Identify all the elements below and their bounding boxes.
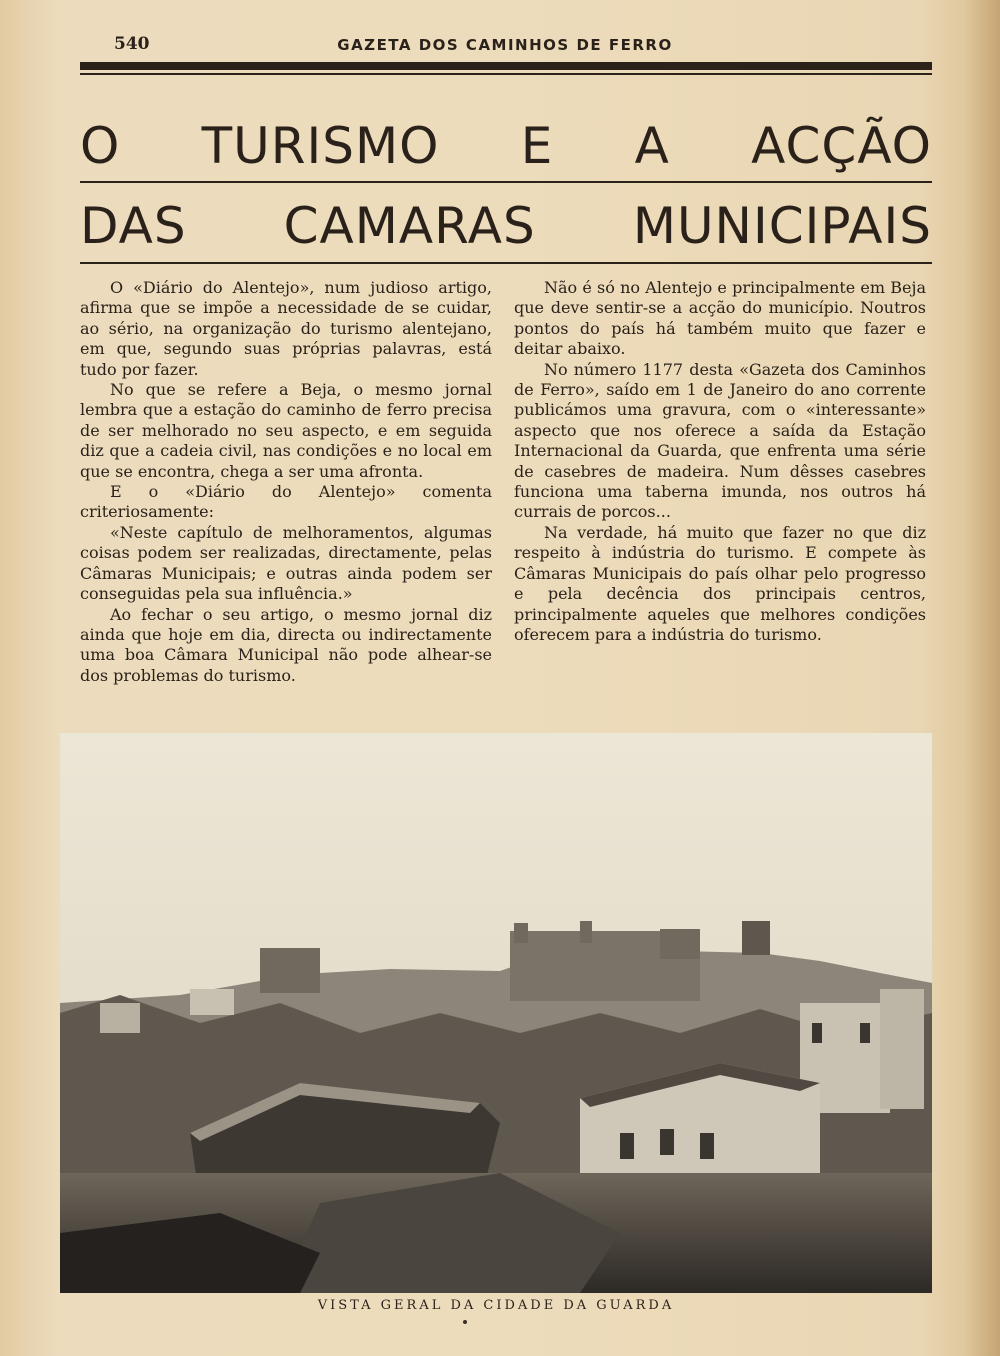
paragraph: Ao fechar o seu artigo, o mesmo jornal diz ainda que hoje em dia, directa ou indirectamente uma boa Câmara Municipal não pode alhear-se dos problemas do turismo. [80, 604, 492, 685]
paragraph: O «Diário do Alentejo», num judioso artigo, afirma que se impõe a necessidade de se cuidar, ao sério, na organização do turismo alentejano, em que, segundo suas próprias palavras, está tudo por fazer. [80, 278, 492, 379]
city-photograph-illustration [60, 733, 932, 1293]
quote-paragraph: «Neste capítulo de melhoramentos, algumas coisas podem ser realizadas, directamente, pelas Câmaras Municipais; e outras ainda podem ser conseguidas pela sua influência.» [80, 522, 492, 604]
paragraph: Não é só no Alentejo e principalmente em Beja que deve sentir-se a acção do município. Noutros pontos do país há também muito que fazer e deitar abaixo. [514, 278, 926, 359]
article-column-right [514, 278, 926, 645]
article-column-left [80, 278, 492, 686]
header-rule-thin [80, 73, 932, 75]
city-photograph [60, 733, 932, 1293]
page-number: 540 [114, 34, 150, 54]
running-head: GAZETA DOS CAMINHOS DE FERRO [337, 36, 673, 54]
header-rule-thick [80, 62, 932, 70]
paragraph: No que se refere a Beja, o mesmo jornal lembra que a estação do caminho de ferro precisa de ser melhorado no seu aspecto, e em seguida diz que a cadeia civil, nas condições e no local em que se encontra, chega a ser uma afronta. [80, 380, 492, 481]
decorative-dot [463, 1320, 467, 1324]
page-spine-shadow [964, 0, 1000, 1356]
page-header [80, 34, 930, 60]
photo-caption: VISTA GERAL DA CIDADE DA GUARDA [317, 1298, 675, 1313]
article-title-line-2: DAS CAMARAS MUNICIPAIS [80, 197, 932, 255]
title-rule-middle [80, 181, 932, 183]
article-title-line-1: O TURISMO E A ACÇÃO [80, 117, 932, 175]
paragraph: Na verdade, há muito que fazer no que diz respeito à indústria do turismo. E compete às Câmaras Municipais do país olhar pelo progresso e pela decência dos principais centros, principalmente aqueles que melhores condições oferecem para a indústria do turismo. [514, 522, 926, 644]
title-rule-bottom [80, 262, 932, 264]
article-body [80, 278, 932, 728]
paragraph: No número 1177 desta «Gazeta dos Caminhos de Ferro», saído em 1 de Janeiro do ano corrente publicámos uma gravura, com o «interessante» aspecto que nos oferece a saída da Estação Internacional da Guarda, que enfrenta uma série de casebres de madeira. Num dêsses casebres funciona uma taberna imunda, nos outros há currais de porcos... [514, 359, 926, 522]
paragraph: E o «Diário do Alentejo» comenta criteriosamente: [80, 482, 492, 522]
